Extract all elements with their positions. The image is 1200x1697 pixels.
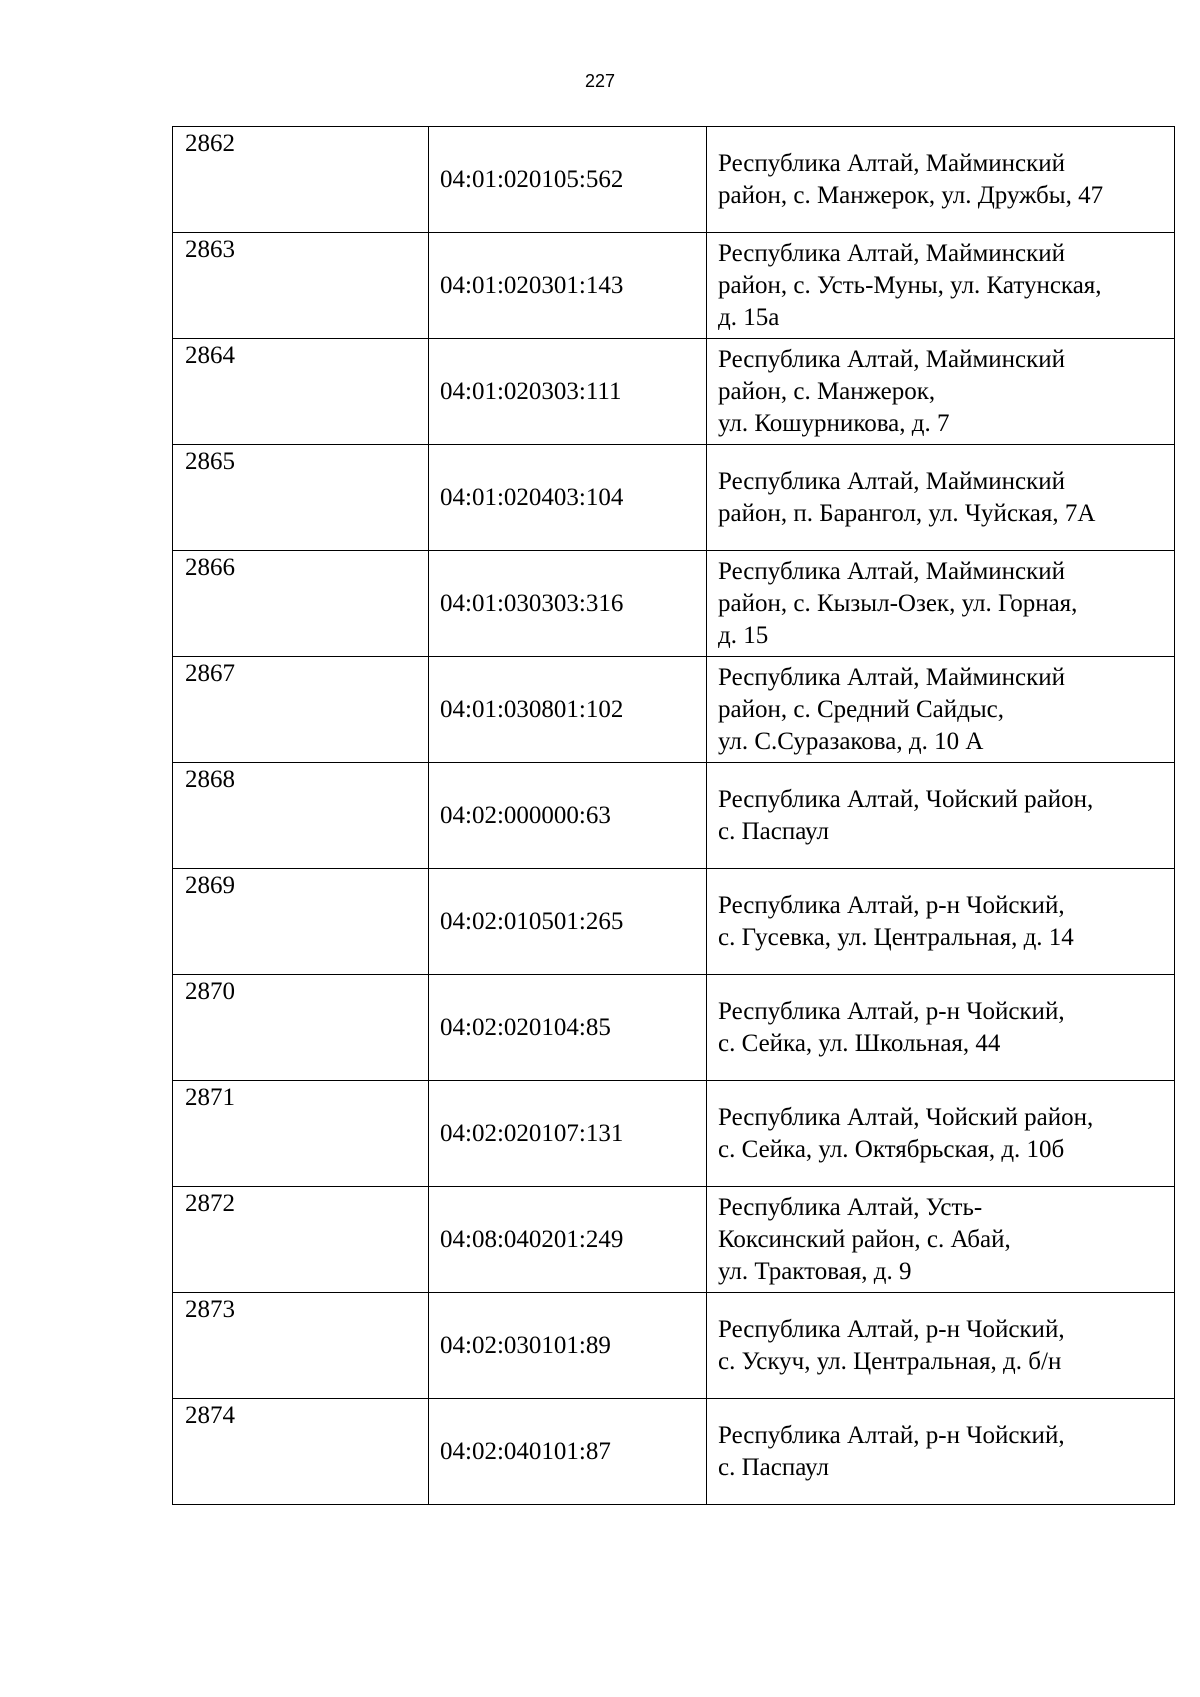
- address-line: район, с. Усть-Муны, ул. Катунская,: [718, 271, 1102, 299]
- row-number-cell: 2864: [173, 339, 429, 445]
- cadastral-number-cell: 04:01:030801:102: [429, 657, 707, 763]
- address-line: Республика Алтай, Майминский: [718, 467, 1066, 495]
- row-number-cell: 2868: [173, 763, 429, 869]
- row-number-cell: 2874: [173, 1399, 429, 1505]
- cadastral-number-cell: 04:02:010501:265: [429, 869, 707, 975]
- cadastral-number-cell: 04:02:040101:87: [429, 1399, 707, 1505]
- address-cell: [707, 339, 1175, 445]
- cadastral-number-cell: 04:08:040201:249: [429, 1187, 707, 1293]
- address-cell: [707, 127, 1175, 233]
- table-row: [173, 1081, 1175, 1187]
- row-number-cell: 2867: [173, 657, 429, 763]
- row-number-cell: 2863: [173, 233, 429, 339]
- address-cell: [707, 233, 1175, 339]
- table-row: [173, 551, 1175, 657]
- table-row: [173, 233, 1175, 339]
- address-line: Республика Алтай, р-н Чойский,: [718, 997, 1065, 1025]
- address-line: Республика Алтай, Майминский: [718, 345, 1066, 373]
- row-number-cell: 2869: [173, 869, 429, 975]
- cadastral-number-cell: 04:02:030101:89: [429, 1293, 707, 1399]
- row-number-cell: 2872: [173, 1187, 429, 1293]
- address-cell: [707, 551, 1175, 657]
- address-cell: [707, 1081, 1175, 1187]
- address-cell: [707, 975, 1175, 1081]
- address-cell: [707, 1293, 1175, 1399]
- address-line: с. Паспаул: [718, 817, 829, 845]
- row-number-cell: 2866: [173, 551, 429, 657]
- cadastral-number-cell: 04:01:020303:111: [429, 339, 707, 445]
- cadastral-number-cell: 04:02:020104:85: [429, 975, 707, 1081]
- address-line: район, с. Кызыл-Озек, ул. Горная,: [718, 589, 1078, 617]
- table-row: [173, 1293, 1175, 1399]
- registry-table: [172, 126, 1175, 1505]
- row-number-cell: 2870: [173, 975, 429, 1081]
- address-cell: [707, 869, 1175, 975]
- address-cell: [707, 445, 1175, 551]
- address-cell: [707, 763, 1175, 869]
- row-number-cell: 2865: [173, 445, 429, 551]
- address-line: ул. Кошурникова, д. 7: [718, 409, 950, 437]
- address-line: ул. Трактовая, д. 9: [718, 1257, 912, 1285]
- cadastral-number-cell: 04:01:030303:316: [429, 551, 707, 657]
- address-line: с. Паспаул: [718, 1453, 829, 1481]
- address-line: д. 15: [718, 621, 769, 649]
- table-row: [173, 127, 1175, 233]
- row-number-cell: 2862: [173, 127, 429, 233]
- address-line: с. Сейка, ул. Октябрьская, д. 10б: [718, 1135, 1065, 1163]
- cadastral-number-cell: 04:01:020403:104: [429, 445, 707, 551]
- address-line: Республика Алтай, Майминский: [718, 149, 1066, 177]
- table-row: [173, 445, 1175, 551]
- address-cell: [707, 1399, 1175, 1505]
- registry-table-body: [173, 127, 1175, 1505]
- address-line: район, с. Манжерок,: [718, 377, 936, 405]
- address-line: район, п. Барангол, ул. Чуйская, 7А: [718, 499, 1096, 527]
- address-line: с. Гусевка, ул. Центральная, д. 14: [718, 923, 1074, 951]
- address-line: Республика Алтай, Усть-: [718, 1193, 983, 1221]
- address-line: с. Сейка, ул. Школьная, 44: [718, 1029, 1001, 1057]
- address-line: район, с. Средний Сайдыс,: [718, 695, 1005, 723]
- address-line: Коксинский район, с. Абай,: [718, 1225, 1011, 1253]
- cadastral-number-cell: 04:01:020105:562: [429, 127, 707, 233]
- address-line: д. 15а: [718, 303, 780, 331]
- table-row: [173, 339, 1175, 445]
- cadastral-number-cell: 04:02:020107:131: [429, 1081, 707, 1187]
- table-row: [173, 1399, 1175, 1505]
- address-line: Республика Алтай, р-н Чойский,: [718, 1315, 1065, 1343]
- table-row: [173, 1187, 1175, 1293]
- address-cell: [707, 1187, 1175, 1293]
- address-line: Республика Алтай, Чойский район,: [718, 1103, 1094, 1131]
- table-row: [173, 975, 1175, 1081]
- address-line: с. Ускуч, ул. Центральная, д. б/н: [718, 1347, 1062, 1375]
- address-line: ул. С.Суразакова, д. 10 А: [718, 727, 984, 755]
- address-line: район, с. Манжерок, ул. Дружбы, 47: [718, 181, 1104, 209]
- cadastral-number-cell: 04:01:020301:143: [429, 233, 707, 339]
- row-number-cell: 2871: [173, 1081, 429, 1187]
- address-line: Республика Алтай, Майминский: [718, 239, 1066, 267]
- table-row: [173, 869, 1175, 975]
- address-line: Республика Алтай, Майминский: [718, 557, 1066, 585]
- cadastral-number-cell: 04:02:000000:63: [429, 763, 707, 869]
- row-number-cell: 2873: [173, 1293, 429, 1399]
- address-line: Республика Алтай, р-н Чойский,: [718, 891, 1065, 919]
- table-row: [173, 657, 1175, 763]
- page-number: 227: [584, 71, 616, 91]
- address-cell: [707, 657, 1175, 763]
- address-line: Республика Алтай, Чойский район,: [718, 785, 1094, 813]
- address-line: Республика Алтай, р-н Чойский,: [718, 1421, 1065, 1449]
- address-line: Республика Алтай, Майминский: [718, 663, 1066, 691]
- table-row: [173, 763, 1175, 869]
